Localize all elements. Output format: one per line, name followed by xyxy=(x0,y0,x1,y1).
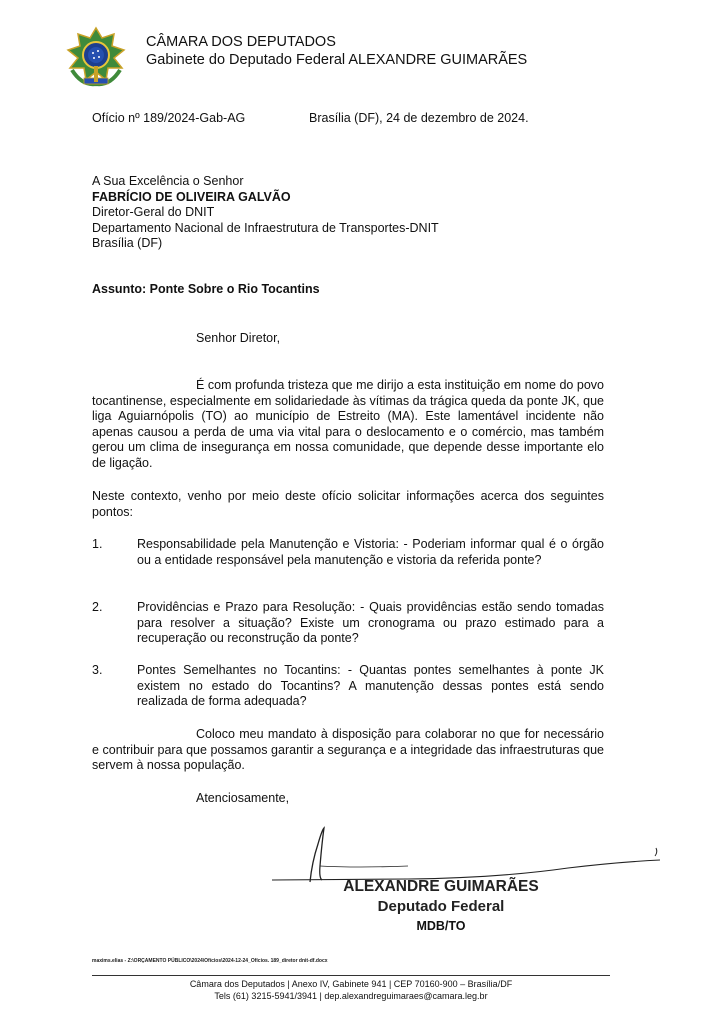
file-path: maxims.elias - Z:\ORÇAMENTO PÚBLICO\2024\Ofícios\2024-12-24_Ofícios. 189_diretor dnit-df.docx xyxy=(92,958,328,964)
signature-party: MDB/TO xyxy=(416,919,466,933)
recipient-salutation: A Sua Excelência o Senhor xyxy=(92,174,244,188)
footer-contact: Tels (61) 3215-5941/3941 | dep.alexandreguimaraes@camara.leg.br xyxy=(214,991,488,1001)
document-date: Brasília (DF), 24 de dezembro de 2024. xyxy=(309,111,529,125)
list-item-number: 3. xyxy=(92,663,103,677)
body-paragraph-1: É com profunda tristeza que me dirijo a esta instituição em nome do povo tocantinense, especialmente em solidariedade às vítimas da trágica queda da ponte JK, que liga Aguiarnópolis (TO) ao município de Estreito (MA). Este lamentável incidente não apenas causou a perda de uma via vital para o deslocamento e o comércio, mas também gerou um clima de insegurança em nossa comunidade, que depende desse importante elo de ligação. xyxy=(92,378,604,470)
document-reference: Ofício nº 189/2024-Gab-AG xyxy=(92,111,246,125)
footer-divider xyxy=(92,975,610,976)
footer-address: Câmara dos Deputados | Anexo IV, Gabinete 941 | CEP 70160-900 – Brasília/DF xyxy=(189,979,513,989)
list-item-number: 1. xyxy=(92,537,103,551)
list-item-number: 2. xyxy=(92,600,103,614)
list-item-text: Providências e Prazo para Resolução: - Quais providências estão sendo tomadas para resolver a situação? Existe um cronograma ou prazo estimado para a recuperação ou reconstrução da ponte? xyxy=(137,600,604,645)
recipient-role: Diretor-Geral do DNIT xyxy=(92,205,215,219)
list-item-text: Pontes Semelhantes no Tocantins: - Quantas pontes semelhantes à ponte JK existem no estado do Tocantins? A manutenção dessas pontes está sendo realizada de forma adequada? xyxy=(137,663,604,708)
subject-line: Assunto: Ponte Sobre o Rio Tocantins xyxy=(92,282,320,296)
recipient-name: FABRÍCIO DE OLIVEIRA GALVÃO xyxy=(92,189,291,204)
header-org: CÂMARA DOS DEPUTADOS xyxy=(146,34,336,50)
header-office: Gabinete do Deputado Federal ALEXANDRE GUIMARÃES xyxy=(146,52,528,68)
brazil-coat-of-arms-icon xyxy=(62,26,130,90)
signature-name: ALEXANDRE GUIMARÃES xyxy=(343,878,539,895)
signature-title: Deputado Federal xyxy=(377,898,505,915)
closing: Atenciosamente, xyxy=(196,791,290,805)
recipient-block xyxy=(92,174,604,252)
handwritten-signature xyxy=(268,822,668,886)
recipient-city: Brasília (DF) xyxy=(92,236,163,250)
body-paragraph-2: Neste contexto, venho por meio deste ofício solicitar informações acerca dos seguintes pontos: xyxy=(92,489,604,519)
greeting: Senhor Diretor, xyxy=(196,331,281,345)
body-paragraph-3: Coloco meu mandato à disposição para colaborar no que for necessário e contribuir para que possamos garantir a segurança e a integridade das infraestruturas que servem à nossa população. xyxy=(92,727,604,772)
recipient-dept: Departamento Nacional de Infraestrutura de Transportes-DNIT xyxy=(92,220,439,235)
list-item-text: Responsabilidade pela Manutenção e Vistoria: - Poderiam informar qual é o órgão ou a entidade responsável pela manutenção e vistoria da referida ponte? xyxy=(137,537,604,567)
